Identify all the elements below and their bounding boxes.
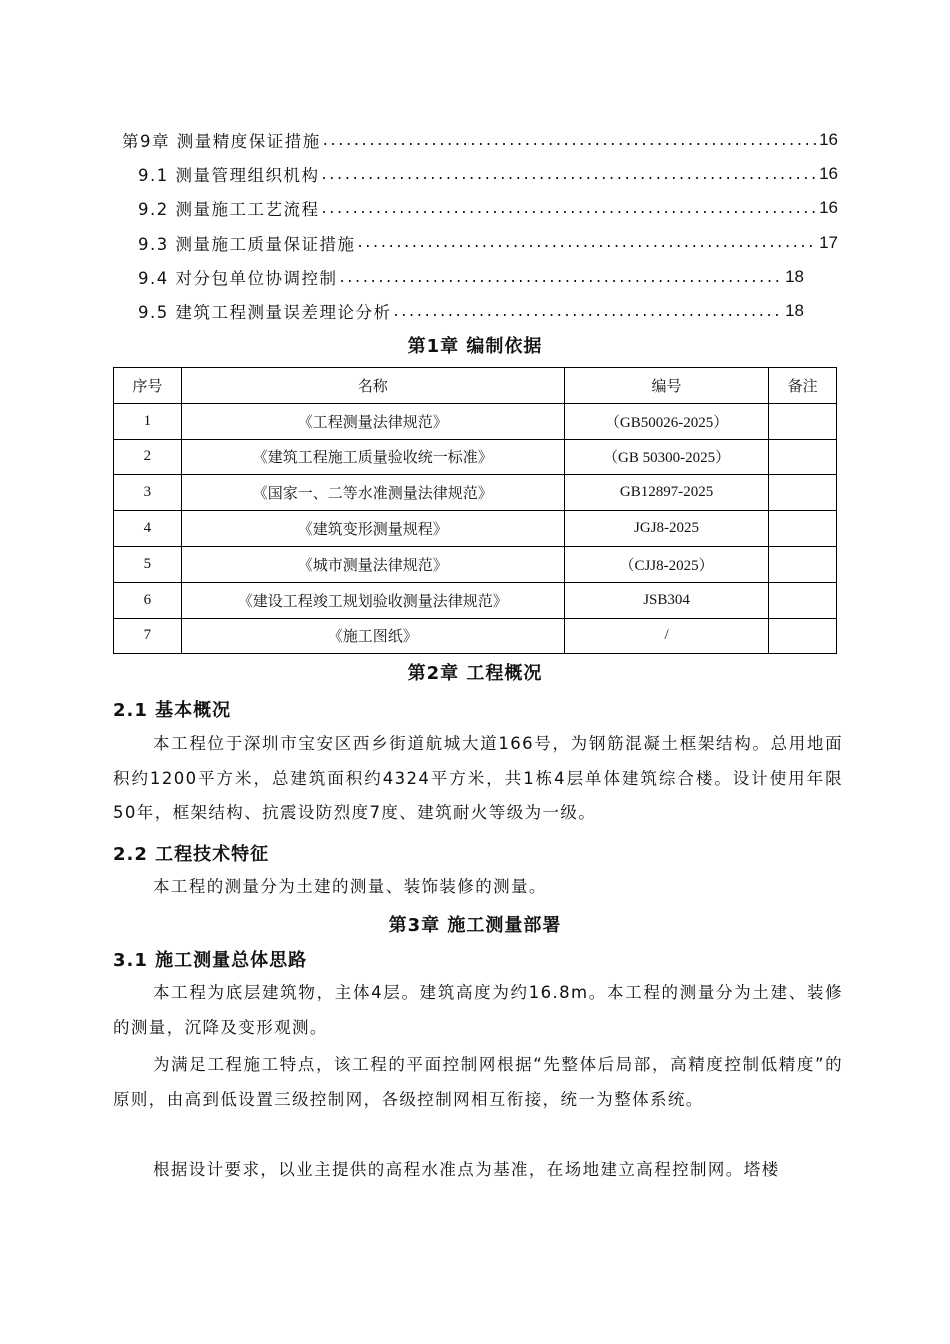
- basis-table: [113, 367, 837, 654]
- header-code: 编号: [564, 368, 768, 404]
- cell-remark: [769, 582, 837, 618]
- toc-entry-page: 18: [785, 301, 804, 321]
- cell-remark: [769, 475, 837, 511]
- cell-name: 《建筑工程施工质量验收统一标准》: [181, 439, 564, 475]
- toc-leader-dots: [358, 234, 818, 251]
- toc-leader-dots: [394, 303, 784, 320]
- cell-index: 6: [114, 582, 182, 618]
- cell-remark: [769, 511, 837, 547]
- cell-code: （GB50026-2025）: [564, 403, 768, 439]
- cell-code: （CJJ8-2025）: [564, 546, 768, 582]
- toc-entry-title: 9.1 测量管理组织机构: [138, 166, 320, 186]
- toc-leader-dots: [322, 200, 818, 217]
- table-of-contents: [122, 123, 838, 328]
- toc-entry-title: 9.5 建筑工程测量误差理论分析: [138, 303, 392, 323]
- cell-remark: [769, 618, 837, 654]
- section-2-1-title: 2.1 基本概况: [113, 700, 232, 721]
- toc-leader-dots: [322, 166, 818, 183]
- cell-index: 1: [114, 403, 182, 439]
- toc-entry[interactable]: [122, 123, 838, 157]
- cell-code: JGJ8-2025: [564, 511, 768, 547]
- table-row: [114, 618, 837, 654]
- toc-entry[interactable]: [122, 157, 838, 191]
- toc-entry-page: 16: [819, 130, 838, 150]
- cell-index: 5: [114, 546, 182, 582]
- header-remark: 备注: [769, 368, 837, 404]
- cell-code: GB12897-2025: [564, 475, 768, 511]
- cell-remark: [769, 546, 837, 582]
- toc-entry-page: 16: [819, 164, 838, 184]
- toc-entry-page: 18: [785, 266, 804, 286]
- cell-index: 7: [114, 618, 182, 654]
- toc-leader-dots: [340, 269, 784, 286]
- table-row: [114, 403, 837, 439]
- chapter-2-title: 第2章 工程概况: [407, 663, 543, 684]
- cell-name: 《施工图纸》: [181, 618, 564, 654]
- cell-code: （GB 50300-2025）: [564, 439, 768, 475]
- cell-name: 《工程测量法律规范》: [181, 403, 564, 439]
- section-3-1-paragraph-3: 根据设计要求，以业主提供的高程水准点为基准，在场地建立高程控制网。塔楼: [153, 1160, 780, 1179]
- section-2-1-paragraph: 本工程位于深圳市宝安区西乡街道航城大道166号，为钢筋混凝土框架结构。总用地面积约1200平方米，总建筑面积约4324平方米，共1栋4层单体建筑综合楼。设计使用年限50年，框架结构、抗震设防烈度7度、建筑耐火等级为一级。: [113, 734, 843, 822]
- chapter-1-title: 第1章 编制依据: [407, 336, 543, 357]
- cell-code: /: [564, 618, 768, 654]
- toc-entry[interactable]: [122, 226, 838, 260]
- cell-name: 《国家一、二等水准测量法律规范》: [181, 475, 564, 511]
- section-3-1-title: 3.1 施工测量总体思路: [113, 950, 308, 971]
- header-name: 名称: [181, 368, 564, 404]
- section-2-2-paragraph: 本工程的测量分为土建的测量、装饰装修的测量。: [153, 877, 547, 896]
- table-row: [114, 546, 837, 582]
- toc-entry[interactable]: [122, 294, 804, 328]
- cell-remark: [769, 439, 837, 475]
- toc-entry-title: 第9章 测量精度保证措施: [122, 132, 321, 152]
- cell-name: 《建筑变形测量规程》: [181, 511, 564, 547]
- cell-index: 2: [114, 439, 182, 475]
- section-3-1-paragraph-2: 为满足工程施工特点，该工程的平面控制网根据“先整体后局部，高精度控制低精度”的原则，由高到低设置三级控制网，各级控制网相互衔接，统一为整体系统。: [113, 1055, 843, 1109]
- table-row: [114, 582, 837, 618]
- section-3-1-paragraph-1: 本工程为底层建筑物，主体4层。建筑高度为约16.8m。本工程的测量分为土建、装修的测量，沉降及变形观测。: [113, 983, 843, 1037]
- cell-index: 4: [114, 511, 182, 547]
- section-2-2-title: 2.2 工程技术特征: [113, 844, 270, 865]
- toc-entry[interactable]: [122, 191, 838, 225]
- cell-name: 《城市测量法律规范》: [181, 546, 564, 582]
- toc-entry-page: 16: [819, 198, 838, 218]
- toc-entry-title: 9.2 测量施工工艺流程: [138, 200, 320, 220]
- chapter-3-title: 第3章 施工测量部署: [388, 915, 562, 936]
- header-index: 序号: [114, 368, 182, 404]
- table-header-row: [114, 368, 837, 404]
- table-row: [114, 511, 837, 547]
- table-row: [114, 439, 837, 475]
- toc-entry-title: 9.3 测量施工质量保证措施: [138, 234, 356, 254]
- toc-entry[interactable]: [122, 260, 804, 294]
- toc-leader-dots: [323, 132, 817, 149]
- cell-name: 《建设工程竣工规划验收测量法律规范》: [181, 582, 564, 618]
- cell-index: 3: [114, 475, 182, 511]
- table-row: [114, 475, 837, 511]
- cell-remark: [769, 403, 837, 439]
- toc-entry-title: 9.4 对分包单位协调控制: [138, 268, 338, 288]
- toc-entry-page: 17: [819, 232, 838, 252]
- cell-code: JSB304: [564, 582, 768, 618]
